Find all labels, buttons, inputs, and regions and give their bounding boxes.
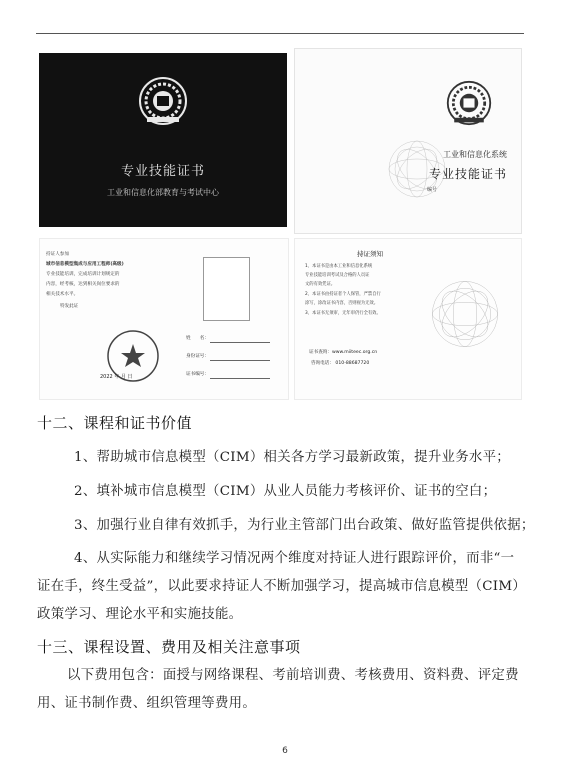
field-rule: [210, 342, 270, 343]
field-label-id: 身份证号：: [186, 354, 209, 359]
cert-query-website: 证书查询：www.miiteec.org.cn: [309, 350, 378, 355]
notice-line: 3、本证书无须审，无年审仍行全有效。: [305, 311, 381, 316]
notice-line: 涂写，涂改证书内容，否则视为无效。: [305, 301, 379, 306]
emblem-icon: [137, 75, 189, 127]
field-label-name: 姓 名：: [186, 336, 209, 341]
section-12-heading: 十二、课程和证书价值: [37, 414, 193, 432]
notice-line: 文的有效凭证。: [305, 282, 336, 287]
section-12-item: 3、加强行业自律有效抓手，为行业主管部门出台政策、做好监管提供依据；: [74, 518, 535, 533]
inner-line: 持证人参加: [46, 252, 69, 257]
section-12-item: 政策学习、理论水平和实施技能。: [37, 607, 243, 622]
section-12-item: 证在手，终生受益”，以此要求持证人不断加强学习，提高城市信息模型（CIM）: [37, 579, 527, 594]
cover-org: 工业和信息化系统: [443, 150, 507, 159]
emblem-icon: [445, 79, 493, 127]
certificate-inner-left: [39, 238, 289, 400]
section-12-item: 2、填补城市信息模型（CIM）从业人员能力考核评价、证书的空白；: [74, 484, 497, 499]
notice-line: 2、本证书由持证者个人保管，严禁自行: [305, 292, 381, 297]
inner-line: 内容，经考核，达到相关岗位要求的: [46, 282, 120, 287]
section-13-line: 以下费用包含：面授与网络课程、考前培训费、考核费用、资料费、评定费: [67, 668, 519, 683]
field-rule: [210, 360, 270, 361]
section-13-heading: 十三、课程设置、费用及相关注意事项: [37, 638, 301, 656]
guilloche-pattern-icon: [430, 279, 500, 349]
cover-title: 专业技能证书: [120, 164, 205, 179]
cover-certificate-name: 专业技能证书: [428, 167, 507, 181]
issue-date: 2022 年 月 日: [100, 374, 133, 380]
cover-issuer: 工业和信息化部教育与考试中心: [107, 188, 219, 197]
certificate-image: [36, 48, 520, 400]
inner-line: 相关技术水平。: [46, 292, 79, 297]
notice-line: 1、本证书是由本工业和信息化系统: [305, 264, 373, 269]
certificate-cover-light: [294, 48, 522, 234]
certificate-cover-dark: [39, 53, 287, 227]
certificate-inner-right: [294, 238, 522, 400]
page-number: 6: [282, 746, 288, 756]
field-rule: [210, 378, 270, 379]
photo-placeholder: [203, 257, 250, 321]
inner-line: 特发此证: [60, 304, 79, 309]
notice-title: 持证须知: [357, 250, 383, 258]
inner-line: 专业技能培训，完成培训计划规定的: [46, 272, 120, 277]
section-13-line: 用、证书制作费、组织管理等费用。: [37, 696, 257, 711]
cover-number-label: 编号: [427, 187, 438, 193]
section-12-item: 1、帮助城市信息模型（CIM）相关各方学习最新政策，提升业务水平；: [74, 450, 510, 465]
inner-line: 城市信息模型集成与应用工程师(高级): [46, 262, 124, 267]
field-label-cert-number: 证书编号：: [186, 372, 209, 377]
notice-line: 专业技能培训考试及合格的人员证: [305, 273, 370, 278]
section-12-item: 4、从实际能力和继续学习情况两个维度对持证人进行跟踪评价，而非“一: [74, 551, 515, 566]
consult-phone: 咨询电话： 010-88687720: [311, 361, 370, 366]
header-rule: [36, 33, 524, 34]
